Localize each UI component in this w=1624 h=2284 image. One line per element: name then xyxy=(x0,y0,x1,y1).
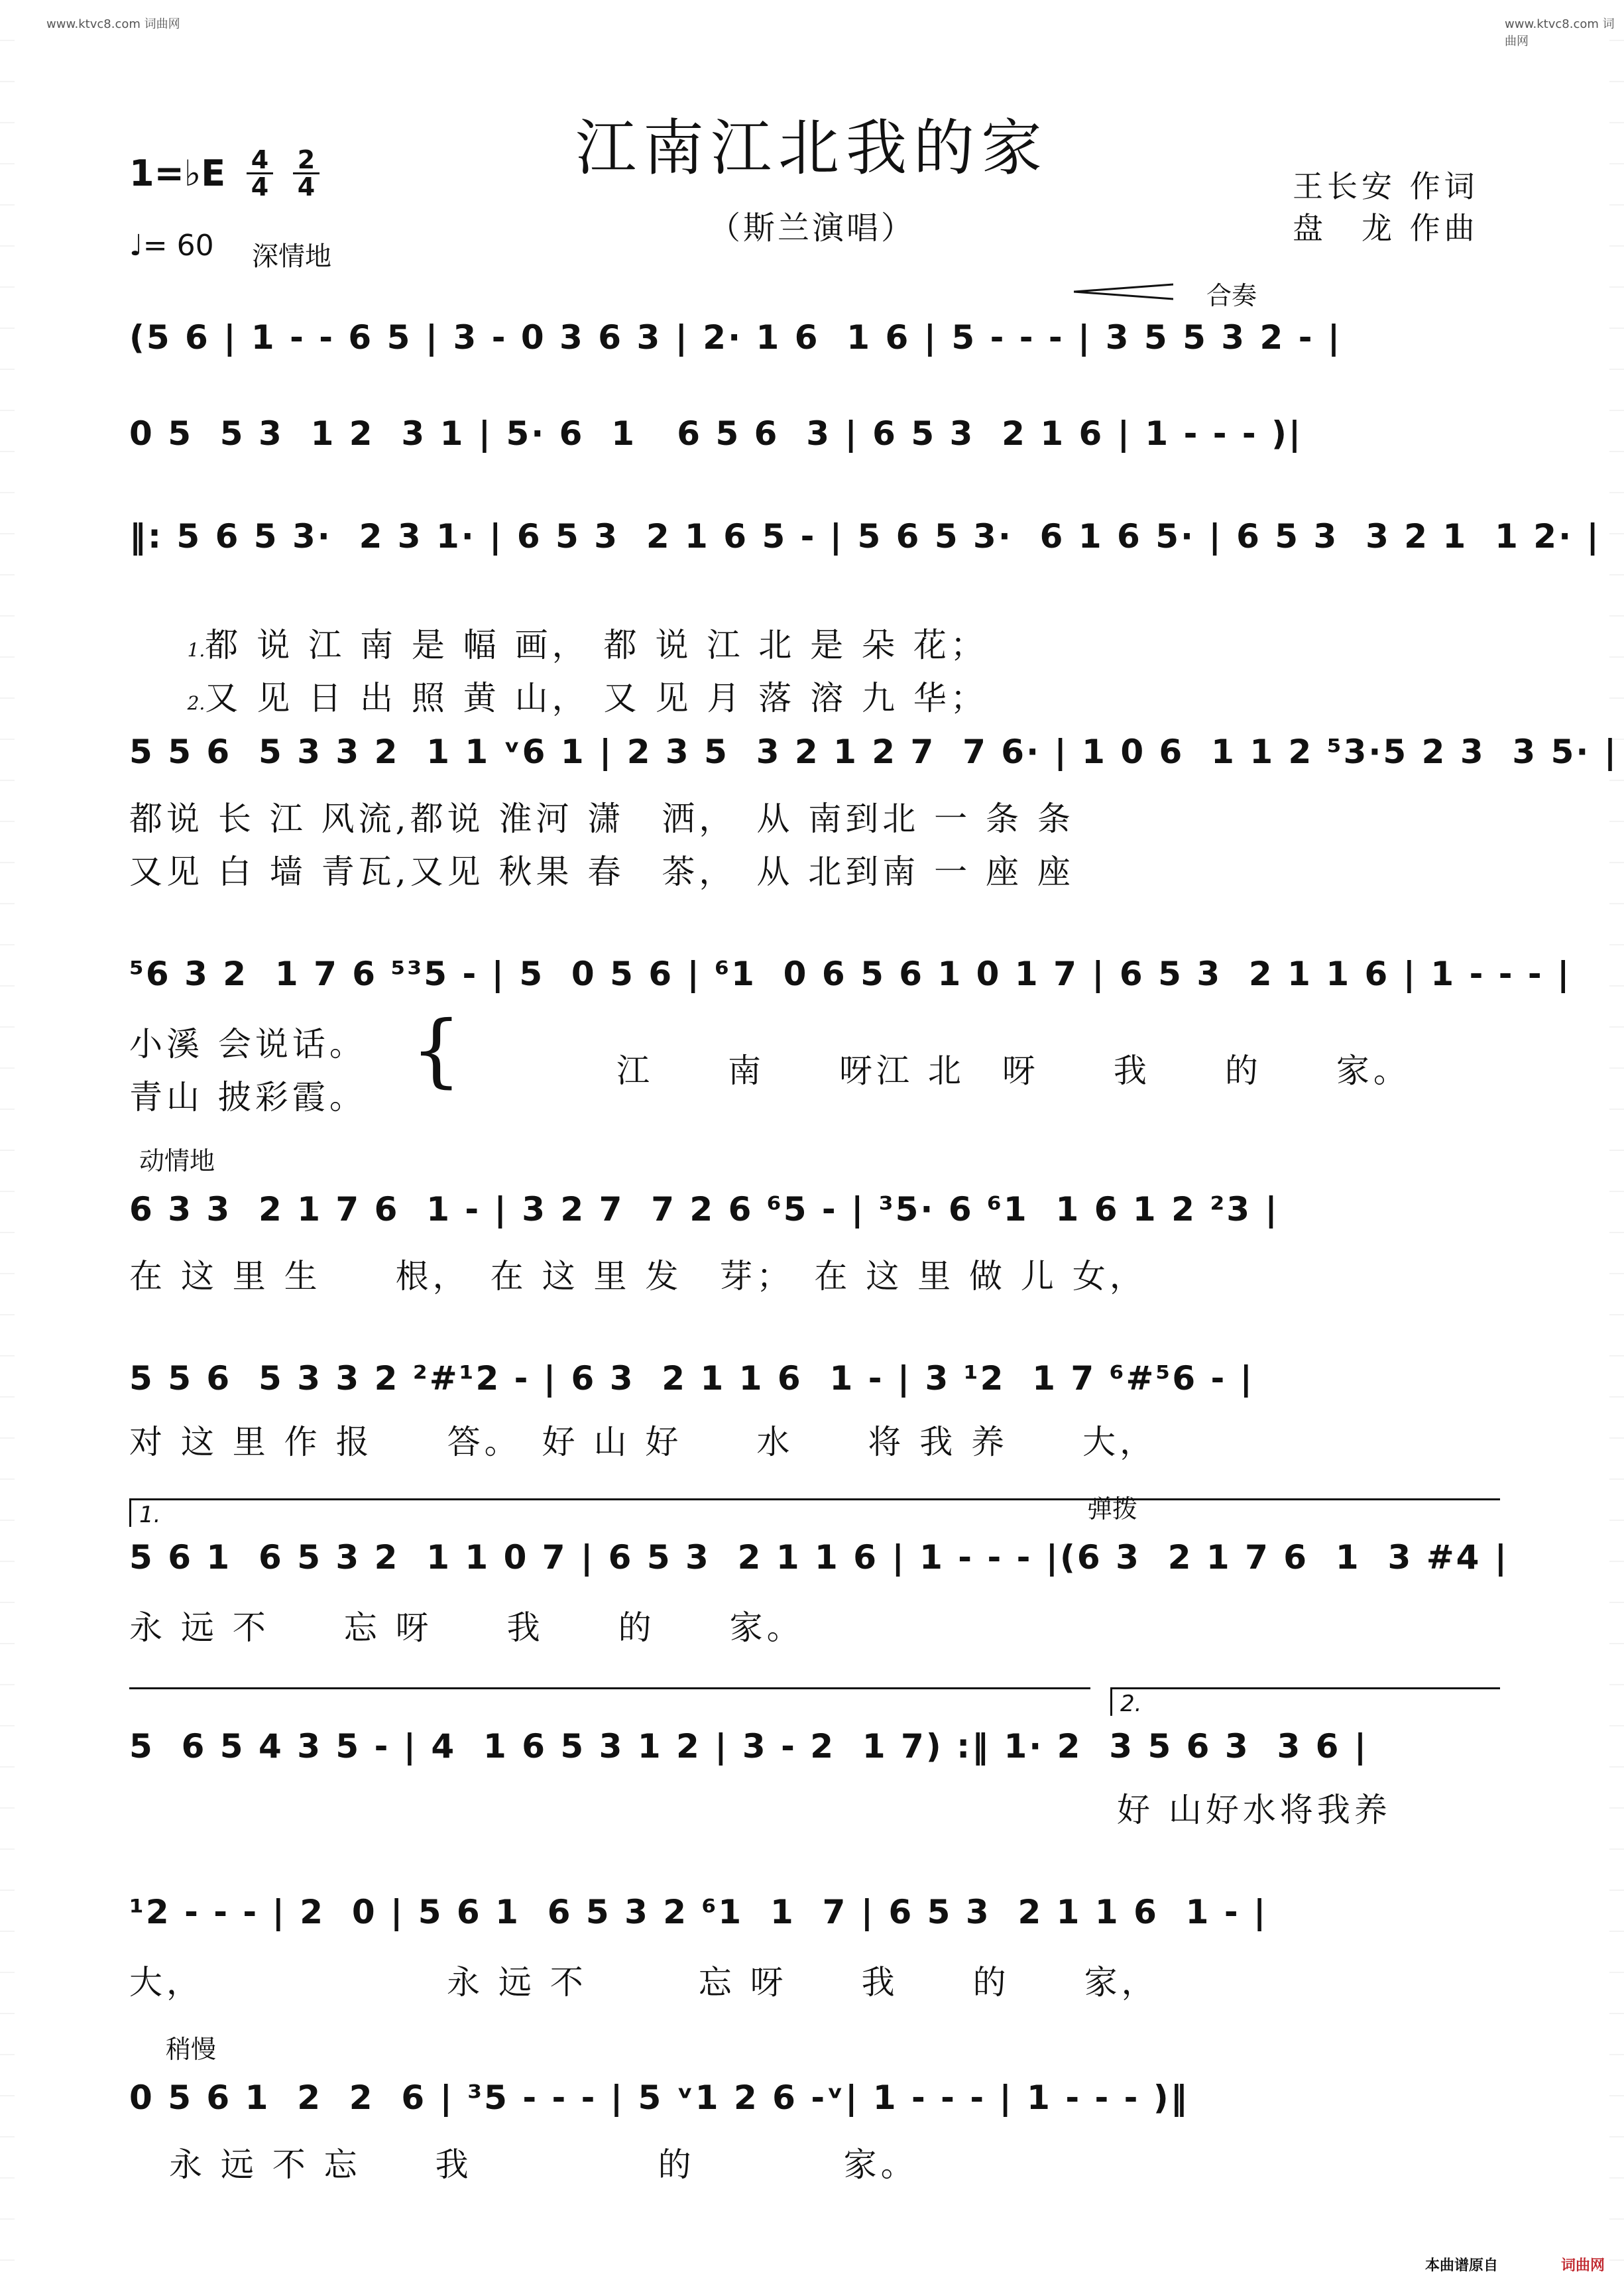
lyric-line: 对 这 里 作 报 答。 好 山 好 水 将 我 养 大， xyxy=(129,1423,1157,1461)
lyric-verse-1: 小溪 会说话。 xyxy=(129,1025,367,1063)
footer-brand: 词曲网 xyxy=(1561,2257,1605,2274)
left-edge-watermark xyxy=(0,0,15,2284)
lyric-line: 永 远 不 忘 呀 我 的 家。 xyxy=(129,1608,804,1647)
composer-credit: 盘 龙 作曲 xyxy=(1293,210,1479,246)
footer-source-label: 本曲谱原自 xyxy=(1425,2257,1499,2274)
lyric-shared: 江 南 呀江 北 呀 我 的 家。 xyxy=(616,1052,1411,1090)
notation-line: ⁵6 3 2 1 7 6 ⁵³5 - | 5 0 5 6 | ⁶1 0 6 5 6 1 0 1 7 | 6 5 3 2 1 1 6 | 1 - - - | xyxy=(129,955,1572,993)
notation-line: ¹2 - - - | 2 0 | 5 6 1 6 5 3 2 ⁶1 1 7 | 6 5 3 2 1 1 6 1 - | xyxy=(129,1893,1268,1931)
song-title: 江南江北我的家 xyxy=(575,113,1049,184)
volta-2: 2. xyxy=(1110,1687,1500,1716)
lyric-line: 永 远 不 忘 我 的 家。 xyxy=(169,2145,918,2184)
lyric-line: 在 这 里 生 根， 在 这 里 发 芽； 在 这 里 做 儿 女， xyxy=(129,1257,1147,1295)
tempo-marking: ♩= 60 xyxy=(129,229,214,263)
lyric-line: 好 山好水将我养 xyxy=(1117,1791,1391,1829)
lyric-verse-2: 2.又 见 日 出 照 黄 山， 又 见 月 落 溶 九 华； xyxy=(187,679,988,717)
verse-brace: { xyxy=(411,1004,462,1097)
notation-line: ‖: 5 6 5 3· 2 3 1· | 6 5 3 2 1 6 5 - | 5 6 5 3· 6 1 6 5· | 6 5 3 3 2 1 1 2· | xyxy=(129,517,1601,556)
watermark-left: www.ktvc8.com 词曲网 xyxy=(46,17,180,31)
notation-line: 0 5 6 1 2 2 6 | ³5 - - - | 5 ᵛ1 2 6 -ᵛ| 1 - - - | 1 - - - )‖ xyxy=(129,2078,1189,2117)
notation-line: 5 6 1 6 5 3 2 1 1 0 7 | 6 5 3 2 1 1 6 | 1 - - - |(6 3 2 1 7 6 1 3 #4 | xyxy=(129,1538,1509,1577)
right-edge-watermark xyxy=(1609,0,1624,2284)
notation-line: 5 6 5 4 3 5 - | 4 1 6 5 3 1 2 | 3 - 2 1 7) :‖ 1· 2 3 5 6 3 3 6 | xyxy=(129,1727,1369,1766)
mark-plucked: 弹拨 xyxy=(1087,1494,1138,1524)
notation-line: 5 5 6 5 3 3 2 1 1 ᵛ6 1 | 2 3 5 3 2 1 2 7 7 6· | 1 0 6 1 1 2 ⁵3·5 2 3 3 5· | xyxy=(129,733,1619,771)
notation-line: (5 6 | 1 - - 6 5 | 3 - 0 3 6 3 | 2· 1 6 1 6 | 5 - - - | 3 5 5 3 2 - | xyxy=(129,318,1342,357)
time-signature-1: 4 4 xyxy=(247,147,273,200)
decrescendo-hairpin xyxy=(1074,282,1173,302)
mark-ensemble: 合奏 xyxy=(1206,281,1257,310)
lyric-verse-1: 1.都 说 江 南 是 幅 画， 都 说 江 北 是 朵 花； xyxy=(187,626,988,664)
time-signature-2: 2 4 xyxy=(293,147,319,200)
expression-marking: 深情地 xyxy=(252,241,331,272)
lyricist-credit: 王长安 作词 xyxy=(1293,168,1479,204)
volta-1: 1. xyxy=(129,1498,1500,1527)
mark-slower: 稍慢 xyxy=(166,2035,217,2064)
notation-line: 5 5 6 5 3 3 2 ²#¹2 - | 6 3 2 1 1 6 1 - | 3 ¹2 1 7 ⁶#⁵6 - | xyxy=(129,1359,1254,1398)
notation-line: 0 5 5 3 1 2 3 1 | 5· 6 1 6 5 6 3 | 6 5 3 2 1 6 | 1 - - - )| xyxy=(129,414,1303,453)
key-signature: 1=♭E xyxy=(129,152,226,194)
mark-expression: 动情地 xyxy=(139,1146,215,1175)
lyric-verse-2: 青山 披彩霞。 xyxy=(129,1078,367,1116)
lyric-verse-1: 都说 长 江 风流,都说 淮河 潇 洒， 从 南到北 一 条 条 xyxy=(129,800,1074,838)
song-subtitle: （斯兰演唱） xyxy=(708,210,915,247)
lyric-verse-2: 又见 白 墙 青瓦,又见 秋果 春 茶， 从 北到南 一 座 座 xyxy=(129,853,1074,891)
volta-line xyxy=(129,1687,1090,1716)
lyric-line: 大， 永 远 不 忘 呀 我 的 家， xyxy=(129,1963,1159,2002)
watermark-right: www.ktvc8.com 词曲网 xyxy=(1505,17,1615,48)
notation-line: 6 3 3 2 1 7 6 1 - | 3 2 7 7 2 6 ⁶5 - | ³5· 6 ⁶1 1 6 1 2 ²3 | xyxy=(129,1190,1279,1229)
